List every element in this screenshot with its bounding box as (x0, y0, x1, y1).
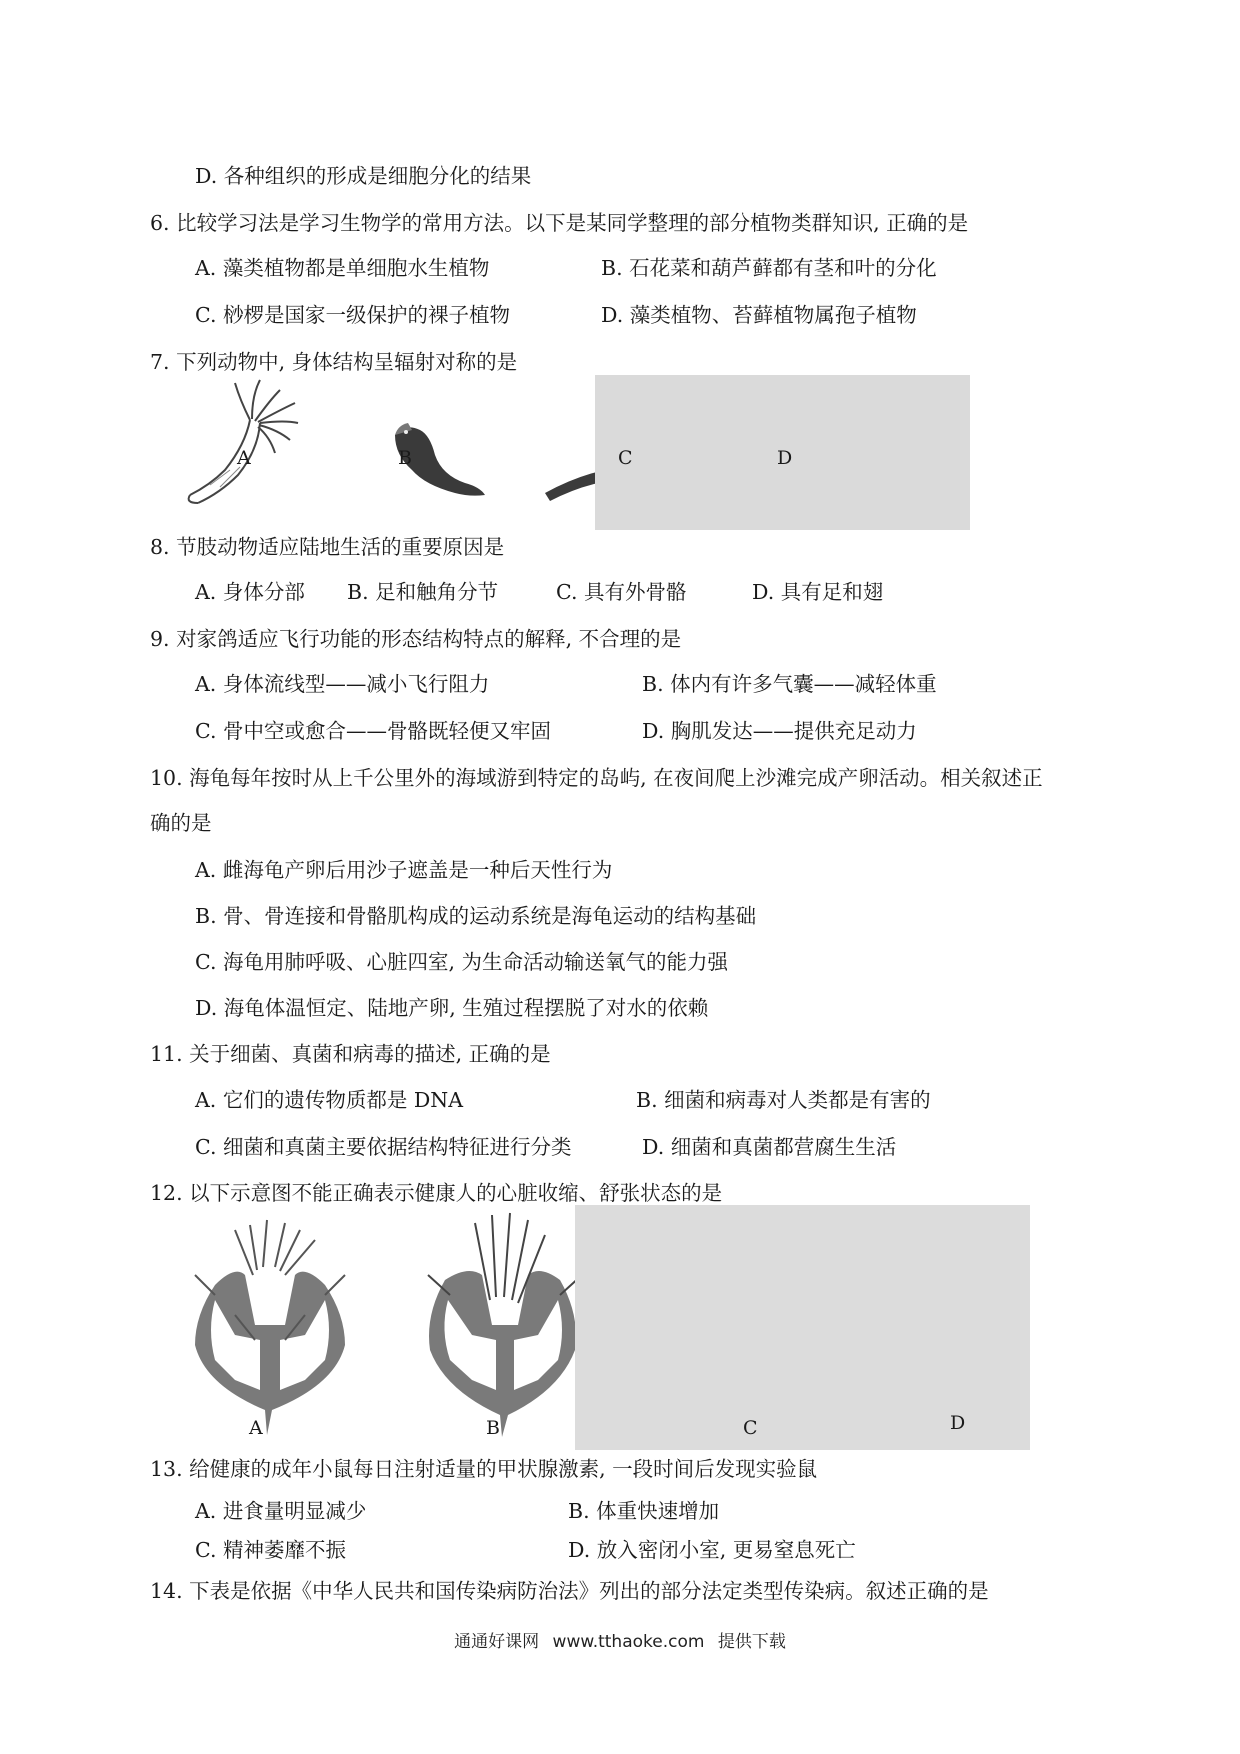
q11-option-b: B. 细菌和病毒对人类都是有害的 (636, 1088, 931, 1112)
question-10-continued: 确的是 (150, 811, 212, 835)
q10-option-b: B. 骨、骨连接和骨骼肌构成的运动系统是海龟运动的结构基础 (195, 904, 757, 928)
q10-option-c: C. 海龟用肺呼吸、心脏四室, 为生命活动输送氧气的能力强 (195, 950, 729, 974)
q12-label-d: D (950, 1412, 966, 1434)
q6-option-a: A. 藻类植物都是单细胞水生植物 (195, 256, 490, 280)
heart-b-drawing (428, 1213, 582, 1437)
heart-a-drawing (195, 1220, 345, 1435)
q12-label-b: B (486, 1417, 500, 1439)
q7-label-b: B (398, 447, 412, 469)
q8-option-b: B. 足和触角分节 (347, 580, 499, 604)
q13-option-b: B. 体重快速增加 (568, 1499, 720, 1523)
q13-option-d: D. 放入密闭小室, 更易窒息死亡 (568, 1538, 856, 1562)
q13-option-c: C. 精神萎靡不振 (195, 1538, 346, 1562)
question-14: 14. 下表是依据《中华人民共和国传染病防治法》列出的部分法定类型传染病。叙述正确的是 (150, 1579, 989, 1603)
q7-label-d: D (777, 447, 793, 469)
question-13: 13. 给健康的成年小鼠每日注射适量的甲状腺激素, 一段时间后发现实验鼠 (150, 1457, 818, 1481)
question-10: 10. 海龟每年按时从上千公里外的海域游到特定的岛屿, 在夜间爬上沙滩完成产卵活动。相关叙述正 (150, 766, 1043, 790)
q5-option-d: D. 各种组织的形成是细胞分化的结果 (195, 164, 532, 188)
question-12: 12. 以下示意图不能正确表示健康人的心脏收缩、舒张状态的是 (150, 1181, 723, 1205)
question-9: 9. 对家鸽适应飞行功能的形态结构特点的解释, 不合理的是 (150, 627, 682, 651)
footer-tail: 提供下载 (717, 1632, 786, 1652)
q7-label-a: A (237, 447, 251, 469)
footer-site-name: 通通好课网 (454, 1632, 540, 1652)
q10-option-d: D. 海龟体温恒定、陆地产卵, 生殖过程摆脱了对水的依赖 (195, 996, 709, 1020)
q12-label-a: A (249, 1417, 263, 1439)
q8-option-a: A. 身体分部 (195, 580, 305, 604)
page-footer (0, 1627, 1240, 1652)
q13-option-a: A. 进食量明显减少 (195, 1499, 367, 1523)
question-11: 11. 关于细菌、真菌和病毒的描述, 正确的是 (150, 1042, 551, 1066)
question-6: 6. 比较学习法是学习生物学的常用方法。以下是某同学整理的部分植物类群知识, 正确的是 (150, 211, 969, 235)
q11-option-c: C. 细菌和真菌主要依据结构特征进行分类 (195, 1135, 572, 1159)
q10-option-a: A. 雌海龟产卵后用沙子遮盖是一种后天性行为 (195, 858, 613, 882)
q7-label-c: C (618, 447, 633, 469)
footer-url[interactable]: www.tthaoke.com (552, 1632, 705, 1652)
q9-option-a: A. 身体流线型——减小飞行阻力 (195, 672, 490, 696)
hydra-drawing (189, 380, 298, 503)
q6-option-c: C. 桫椤是国家一级保护的裸子植物 (195, 303, 510, 327)
q11-option-d: D. 细菌和真菌都营腐生生活 (642, 1135, 897, 1159)
q9-option-c: C. 骨中空或愈合——骨骼既轻便又牢固 (195, 719, 551, 743)
q6-option-d: D. 藻类植物、苔藓植物属孢子植物 (601, 303, 917, 327)
q8-option-d: D. 具有足和翅 (752, 580, 884, 604)
q12-heart-figure (175, 1205, 1030, 1450)
question-7: 7. 下列动物中, 身体结构呈辐射对称的是 (150, 350, 518, 374)
q8-option-c: C. 具有外骨骼 (556, 580, 687, 604)
question-8: 8. 节肢动物适应陆地生活的重要原因是 (150, 535, 505, 559)
q9-option-b: B. 体内有许多气囊——减轻体重 (642, 672, 937, 696)
q6-option-b: B. 石花菜和葫芦藓都有茎和叶的分化 (601, 256, 937, 280)
q7-animal-figure (180, 375, 970, 530)
q11-option-a: A. 它们的遗传物质都是 DNA (195, 1088, 464, 1112)
q12-label-c: C (743, 1417, 758, 1439)
q9-option-d: D. 胸肌发达——提供充足动力 (642, 719, 917, 743)
